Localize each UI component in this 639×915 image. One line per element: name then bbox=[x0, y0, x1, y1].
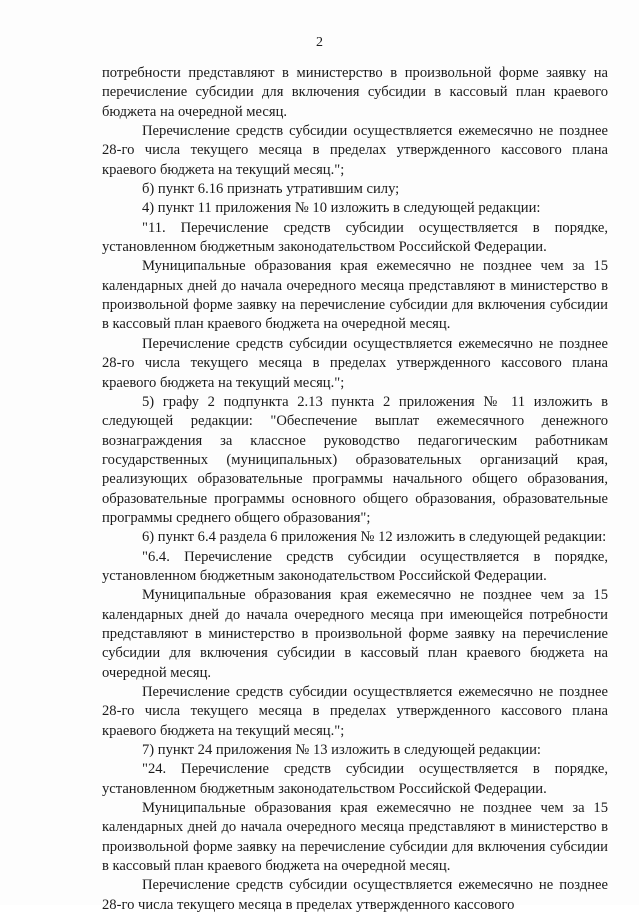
paragraph-clause-24: "24. Перечисление средств субсидии осуществляется в порядке, установленном бюджетным законодательством Российской Федерации. bbox=[102, 761, 608, 797]
paragraph-item-6: 6) пункт 6.4 раздела 6 приложения № 12 изложить в следующей редакции: bbox=[142, 529, 607, 546]
paragraph-municipal-request: Муниципальные образования края ежемесячно не позднее чем за 15 календарных дней до начала очередного месяца представляют в министерство в произвольной форме заявку на перечисление субсидии для включения субсидии в кассовый план краевого бюджета на очередной месяц. bbox=[102, 800, 608, 875]
paragraph-clause-11: "11. Перечисление средств субсидии осуществляется в порядке, установленном бюджетным законодательством Российской Федерации. bbox=[102, 219, 608, 256]
paragraph-municipal-request: Муниципальные образования края ежемесячно не позднее чем за 15 календарных дней до начала очередного месяца при имеющейся потребности представляют в министерство в произвольной форме заявку на перечисление субсидии для включения субсидии в кассовый план краевого бюджета на очередной месяц. bbox=[102, 587, 608, 681]
paragraph-clause-6-4: "6.4. Перечисление средств субсидии осуществляется в порядке, установленном бюджетным законодательством Российской Федерации. bbox=[102, 548, 608, 584]
paragraph-continuation: потребности представляют в министерство в произвольной форме заявку на перечисление субсидии для включения субсидии в кассовый план краевого бюджета на очередной месяц. bbox=[102, 65, 608, 120]
paragraph-transfer-deadline: Перечисление средств субсидии осуществляется ежемесячно не позднее 28-го числа текущего месяца в пределах утвержденного кассового плана краевого бюджета на текущий месяц."; bbox=[102, 684, 608, 739]
paragraph-transfer-deadline: Перечисление средств субсидии осуществляется ежемесячно не позднее 28-го числа текущего месяца в пределах утвержденного кассового bbox=[102, 877, 608, 913]
paragraph-transfer-deadline: Перечисление средств субсидии осуществляется ежемесячно не позднее 28-го числа текущего месяца в пределах утвержденного кассового плана краевого бюджета на текущий месяц."; bbox=[102, 335, 608, 391]
page-number: 2 bbox=[316, 35, 323, 50]
paragraph-municipal-request: Муниципальные образования края ежемесячно не позднее чем за 15 календарных дней до начала очередного месяца представляют в министерство в произвольной форме заявку на перечисление субсидии для включения субсидии в кассовый план краевого бюджета на очередной месяц. bbox=[102, 258, 608, 333]
paragraph-item-4: 4) пункт 11 приложения № 10 изложить в следующей редакции: bbox=[142, 200, 541, 217]
paragraph-transfer-deadline: Перечисление средств субсидии осуществляется ежемесячно не позднее 28-го числа текущего месяца в пределах утвержденного кассового плана краевого бюджета на текущий месяц."; bbox=[102, 123, 608, 178]
paragraph-item-7: 7) пункт 24 приложения № 13 изложить в следующей редакции: bbox=[142, 742, 541, 759]
paragraph-item-5: 5) графу 2 подпункта 2.13 пункта 2 приложения № 11 изложить в следующей редакции: "Обеспечение выплат ежемесячного денежного вознаграждения за классное руководство педагогическим работникам государственных (муниципальных) образовательных организаций края, реализующих образовательные программы начального общего образования, образовательные программы основного общего образования, образовательные программы среднего общего образования"; bbox=[102, 393, 608, 526]
document-body bbox=[102, 64, 608, 915]
paragraph-item-6-16-void: б) пункт 6.16 признать утратившим силу; bbox=[142, 181, 400, 198]
